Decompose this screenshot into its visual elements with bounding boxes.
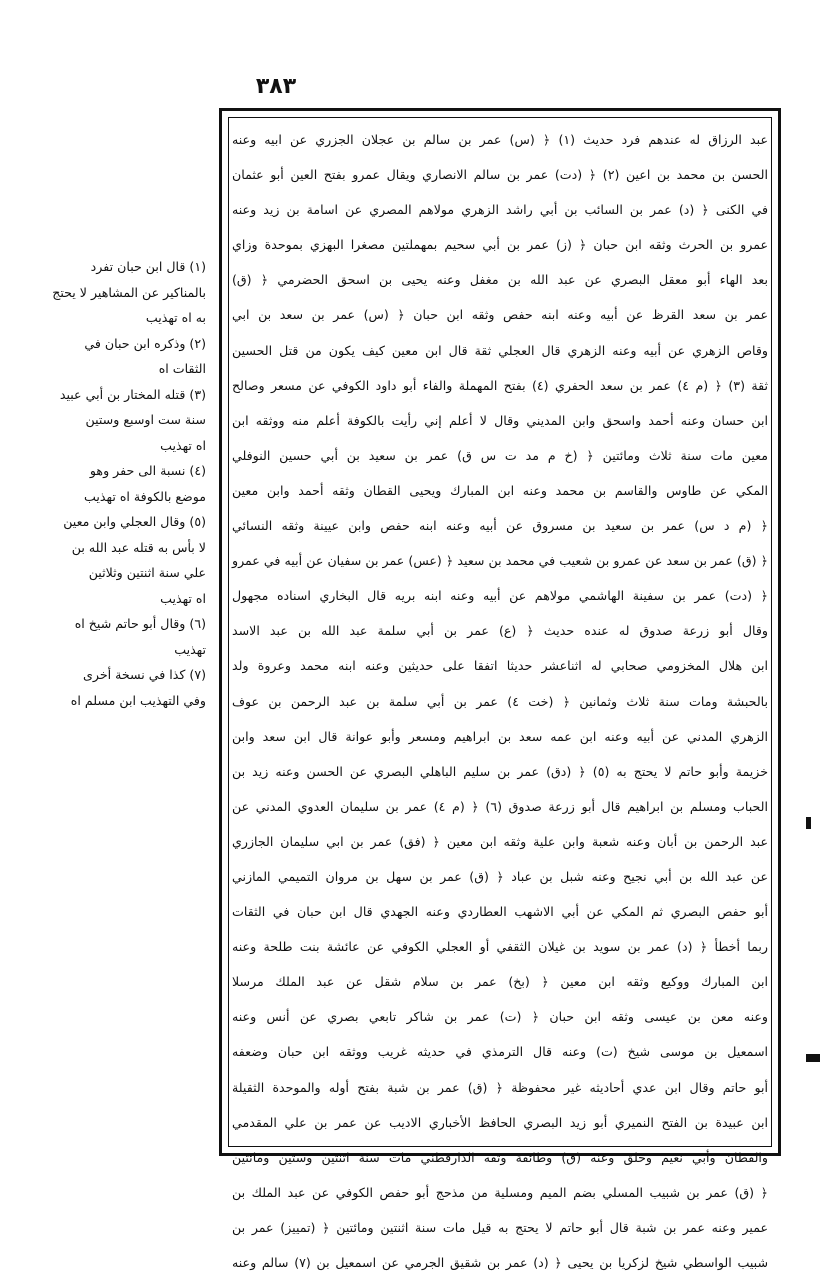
main-text-line: والقطان وأبي نعيم وخلق وعنه (ق) وطائفة وثقه الدارقطني مات سنة اثنتين وستين ومائتين [232, 1149, 768, 1165]
main-text-block [232, 122, 769, 1270]
main-text-line: ﴿ (م د س) عمر بن سعيد بن مسروق عن أبيه وعنه ابنه حفص وابن عيينة وثقه النسائي [232, 518, 768, 534]
margin-ink-mark [806, 817, 811, 829]
main-text-line: ابن المبارك ووكيع وثقه ابن معين ﴿ (بخ) عمر بن سلام شقل عن عبد الملك مرسلا [232, 974, 768, 990]
main-text-line: خزيمة وأبو حاتم لا يحتج به (٥) ﴿ (دق) عمر بن سليم الباهلي البصري عن الحسن وعنه زيد بن [232, 763, 769, 779]
main-text-line: شبيب الواسطي شيخ لزكريا بن يحيى ﴿ (د) عمر بن شقيق الجرمي عن اسمعيل بن (٧) سالم وعنه [232, 1255, 768, 1270]
side-note-line: (٤) نسبة الى حفر وهو [89, 463, 206, 478]
main-text-line: ابن عبيدة بن الفتح النميري أبو زيد البصري الحافظ الأخباري الاديب عن عمر بن علي المقدمي [232, 1114, 768, 1130]
side-note-line: علي سنة اثنتين وثلاثين [88, 565, 206, 580]
main-text-line: عمرو بن الحرث وثقه ابن حبان ﴿ (ز) عمر بن أبي سحيم بمهملتين مصغرا البهزي بموحدة وزاي [232, 237, 768, 253]
main-text-line: الحباب ومسلم بن ابراهيم قال أبو زرعة صدوق (٦) ﴿ (م ٤) عمر بن سليمان العدوي المدني عن [232, 798, 769, 814]
side-note-line: وفي التهذيب ابن مسلم اه [70, 692, 206, 708]
main-text-line: عن عبد الله بن أبي نجيح وعنه شبل بن عباد ﴿ (ق) عمر بن سهل بن مروان التميمي المازني [232, 868, 768, 884]
main-text-line: عبد الرحمن بن أبان وعنه شعبة وابن علية وثقه ابن معين ﴿ (فق) عمر بن ابي سليمان الجازري [232, 833, 768, 849]
main-text-line: بعد الهاء أبو معقل البصري عن عبد الله بن مغفل وعنه يحيى بن اسحق الحضرمي ﴿ (ق) [232, 272, 768, 288]
side-note-line: بالمناكير عن المشاهير لا يحتج [52, 284, 206, 300]
main-text-line: ربما أخطأ ﴿ (د) عمر بن سويد بن غيلان الثقفي أو العجلي الكوفي عن عائشة بنت طلحة وعنه [232, 939, 768, 955]
main-text-line: وعنه معن بن عيسى وثقه ابن حبان ﴿ (ت) عمر بن شاكر تابعي بصري عن أنس وعنه [232, 1009, 768, 1025]
side-note-line: اه تهذيب [160, 590, 206, 606]
page-number: ٣٨٣ [255, 74, 297, 99]
side-note-line: سنة ست اوسبع وستين [85, 412, 206, 427]
main-text-line: في الكنى ﴿ (د) عمر بن السائب بن أبي راشد الزهري مولاهم المصري عن اسامة بن زيد وعنه [232, 202, 768, 218]
side-note-line: به اه تهذيب [145, 310, 206, 325]
main-text-line: الحسن بن محمد بن اعين (٢) ﴿ (دت) عمر بن سالم الانصاري ويقال عمرو بفتح العين أبو عثمان [232, 167, 769, 183]
main-text-line: ثقة (٣) ﴿ (م ٤) عمر بن سعد الحفري (٤) بفتح المهملة والفاء أبو داود الكوفي عن مسعر وصالح [232, 377, 769, 393]
main-text-line: المكي عن طاوس والقاسم بن محمد وعنه ابن المبارك ويحيى القطان وثقه أحمد وابن معين [232, 482, 768, 498]
main-text-line: ﴿ (دت) عمر بن سفينة الهاشمي مولاهم عن أبيه وعنه ابنه بريه قال البخاري اسناده مجهول [232, 588, 768, 604]
main-text-line: وقال أبو زرعة صدوق له عنده حديث ﴿ (ع) عمر بن أبي سلمة عبد الله بن عبد الاسد [232, 623, 768, 639]
side-note-line: (٣) قتله المختار بن أبي عبيد [59, 386, 206, 402]
main-text-line: أبو حفص البصري ثم المكي عن أبي الاشهب العطاردي وعنه الجهدي قال ابن حبان في الثقات [232, 904, 768, 920]
side-note-line: لا بأس به قتله عبد الله بن [71, 539, 206, 555]
side-note-line: (٦) وقال أبو حاتم شيخ اه [74, 616, 206, 631]
side-note-line: الثقات اه [158, 361, 206, 376]
main-text-line: عمير وعنه عمر بن شبة قال أبو حاتم لا يحتج به قيل مات سنة اثنتين ومائتين ﴿ (تمييز) عمر بن [232, 1219, 768, 1235]
main-text-line: وقاص الزهري عن أبيه وعنه الزهري قال العجلي ثقة قال ابن معين كيف يكون من قتل الحسين [232, 342, 768, 358]
main-text-line: ﴿ (ق) عمر بن شبيب المسلي بضم الميم ومسلية من مذحج أبو حفص الكوفي عن عبد الملك بن [232, 1184, 768, 1200]
main-text-line: ﴿ (ق) عمر بن سعد عن عمرو بن شعيب في محمد بن سعيد ﴿ (عس) عمر بن سفيان عن أبيه في عمرو [232, 553, 768, 569]
main-text-line: الزهري المدني عن أبيه وعنه ابن عمه سعد بن ابراهيم ومسعر وأبو عوانة قال ابن سعد وابن [232, 728, 768, 744]
side-note-line: موضع بالكوفة اه تهذيب [84, 488, 206, 504]
side-note-line: (١) قال ابن حبان تفرد [90, 259, 206, 274]
side-note-line: (٢) وذكره ابن حبان في [84, 335, 206, 351]
main-text-line: عمر بن سعد القرظ عن أبيه وعنه ابنه حفص وثقه ابن حبان ﴿ (س) عمر بن سعد بن ابي [232, 307, 768, 323]
main-text-line: أبو حاتم وقال ابن عدي أحاديثه غير محفوظة ﴿ (ق) عمر بن شبة بفتح أوله والموحدة الثقيلة [232, 1079, 768, 1095]
main-text-line: عبد الرزاق له عندهم فرد حديث (١) ﴿ (س) عمر بن سالم بن عجلان الجزري عن ابيه وعنه [232, 132, 768, 147]
main-text-line: اسمعيل بن موسى شيخ (ت) وعنه قال الترمذي في حديثه غريب ووثقه ابن حبان وضعفه [232, 1044, 768, 1060]
side-note-line: (٥) وقال العجلي وابن معين [63, 514, 206, 529]
main-text-line: بالحبشة ومات سنة ثلاث وثمانين ﴿ (خت ٤) عمر بن أبي سلمة بن عبد الرحمن بن عوف [232, 693, 768, 709]
margin-ink-mark [806, 1054, 820, 1062]
main-text-line: معين مات سنة ثلاث ومائتين ﴿ (خ م مد ت س ق) عمر بن سعيد بن أبي حسين النوفلي [232, 447, 768, 463]
main-text-line: ابن حسان وعنه أحمد واسحق وابن المديني وقال لا أعلم إني رأيت بالكوفة أعلم منه ووثقه ابن [232, 412, 768, 428]
side-note-line: (٧) كذا في نسخة أخرى [83, 667, 206, 682]
side-note-line: اه تهذيب [160, 437, 206, 453]
main-text-line: ابن هلال المخزومي صحابي له اثناعشر حديثا اتفقا على حديثين وعنه ابنه محمد وعروة ولد [232, 658, 768, 674]
side-notes-block [6, 254, 206, 713]
side-note-line: تهذيب [174, 641, 206, 657]
